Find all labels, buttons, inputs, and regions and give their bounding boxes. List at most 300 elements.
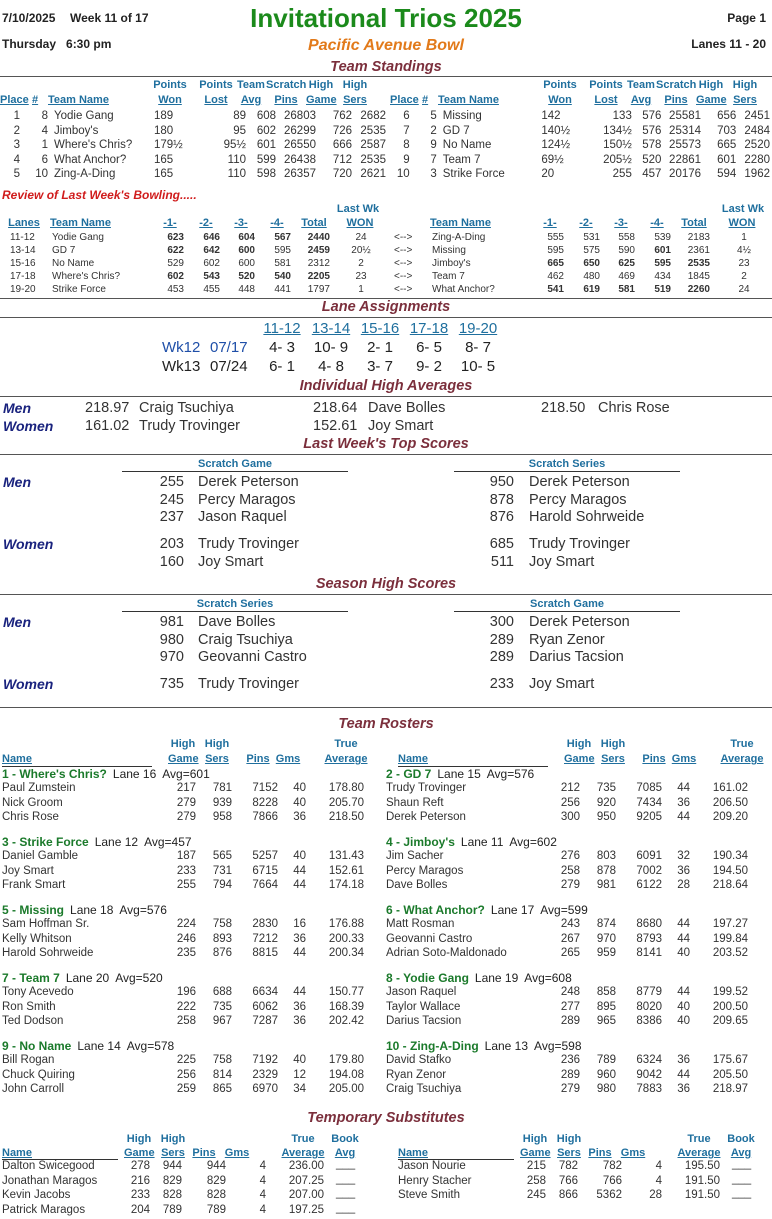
score-value: 511 — [490, 553, 514, 570]
player-stat: 8815 — [252, 947, 278, 959]
standings-cell: 10 — [35, 168, 48, 181]
game-score: 622 — [167, 245, 184, 256]
standings-cell: 2280 — [744, 153, 770, 166]
bowler-name: Derek Peterson — [198, 474, 299, 490]
lane-assignments-grid — [0, 320, 772, 378]
player-stat: 6091 — [636, 850, 662, 862]
col-header: High — [566, 738, 592, 750]
player-stat: 209.65 — [712, 1015, 748, 1027]
standings-cell: 726 — [332, 124, 352, 137]
player-stat: 9205 — [636, 811, 662, 823]
bowler-name: Darius Tacsion — [529, 649, 624, 665]
player-stat: 44 — [677, 918, 690, 930]
col-header: Avg — [730, 1147, 752, 1159]
sub-stat: 28 — [649, 1189, 662, 1201]
player-stat: 36 — [293, 1000, 306, 1013]
player-stat: 289 — [560, 1068, 580, 1081]
player-stat: 197.27 — [712, 918, 748, 930]
player-stat: 688 — [212, 986, 232, 998]
col-header: Sers — [601, 753, 625, 765]
versus-arrow: <--> — [394, 232, 413, 243]
col-header: Game — [520, 1147, 551, 1159]
team-name: Zing-A-Ding — [432, 232, 486, 243]
game-score: 555 — [547, 232, 564, 243]
col-header: -4- — [650, 217, 664, 229]
player-stat: 150.77 — [328, 986, 364, 998]
book-avg-blank: ___ — [336, 1172, 356, 1185]
player-stat: 7212 — [252, 932, 278, 945]
standings-cell: 2587 — [360, 139, 386, 152]
bowler-name: Joy Smart — [198, 553, 264, 570]
col-header: -1- — [543, 217, 557, 229]
col-header: Sers — [557, 1147, 581, 1159]
standings-cell: 8 — [403, 139, 410, 152]
standings-cell: 576 — [642, 124, 662, 137]
sub-stat: 829 — [206, 1174, 226, 1187]
col-header: Sers — [205, 753, 229, 765]
standings-cell: 26299 — [284, 124, 316, 137]
game-score: 604 — [238, 232, 255, 243]
col-header: High — [170, 738, 196, 750]
col-header: High — [698, 79, 724, 91]
standings-row — [0, 167, 386, 182]
lanes-range: Lanes 11 - 20 — [691, 37, 766, 51]
player-stat: 32 — [677, 850, 690, 862]
sub-stat: 4 — [655, 1160, 662, 1172]
standings-cell: 20 — [541, 168, 555, 181]
player-stat: 279 — [560, 1083, 580, 1095]
game-score: 581 — [274, 258, 291, 269]
col-header: -3- — [614, 217, 628, 229]
player-name: Daniel Gamble — [2, 850, 79, 862]
col-header: Team Name — [438, 94, 499, 106]
standings-cell: 165 — [154, 168, 174, 181]
points-won: 4½ — [737, 245, 751, 256]
col-header: Lost — [594, 94, 618, 106]
average-value: 152.61 — [313, 418, 358, 434]
bowler-name: Trudy Trovinger — [529, 536, 630, 552]
versus-arrow: <--> — [394, 245, 413, 256]
score-value: 970 — [159, 649, 184, 665]
points-won: 23 — [355, 271, 367, 282]
sub-stat: 245 — [526, 1189, 546, 1201]
player-stat: 196 — [176, 986, 196, 998]
score-value: 289 — [489, 649, 514, 665]
standings-cell: 601 — [256, 139, 276, 152]
sub-name: Jonathan Maragos — [2, 1174, 98, 1187]
player-stat: 814 — [212, 1068, 232, 1081]
score-value: 950 — [489, 474, 514, 490]
points-won: 23 — [738, 258, 750, 269]
matchup: 6- 5 — [416, 339, 442, 356]
standings-cell: 25581 — [669, 110, 702, 123]
player-stat: 2830 — [252, 918, 278, 930]
game-score: 590 — [618, 245, 635, 256]
col-header: Avg — [240, 94, 262, 106]
player-stat: 28 — [677, 879, 690, 891]
game-score: 595 — [547, 245, 564, 256]
col-header: Average — [677, 1147, 721, 1159]
game-score: 448 — [238, 284, 255, 295]
player-name: Taylor Wallace — [386, 1000, 461, 1013]
player-stat: 40 — [293, 850, 306, 862]
col-header: Sers — [343, 94, 367, 106]
player-name: Matt Rosman — [386, 918, 455, 930]
average-value: 218.97 — [85, 400, 130, 416]
bowler-name: Dave Bolles — [198, 614, 276, 630]
standings-cell: 165 — [154, 153, 174, 166]
score-value: 203 — [159, 536, 184, 552]
player-stat: 735 — [212, 1000, 232, 1013]
player-stat: 235 — [176, 947, 196, 959]
matchup: 9- 2 — [416, 358, 442, 375]
average-value: 218.50 — [541, 400, 586, 416]
standings-cell: 3 — [13, 139, 20, 152]
player-stat: 187 — [176, 850, 196, 862]
sub-stat: 233 — [130, 1189, 150, 1201]
bowler-name: Percy Maragos — [198, 491, 296, 508]
player-stat: 958 — [212, 811, 232, 823]
day-time: Thursday 6:30 pm — [2, 37, 112, 51]
standings-cell: 133 — [612, 110, 632, 123]
col-header: True — [730, 738, 754, 750]
sub-stat: 766 — [602, 1174, 622, 1187]
standings-cell: 2520 — [744, 139, 770, 152]
matchup: 4- 3 — [269, 339, 295, 356]
col-header: Won — [548, 94, 572, 106]
col-header: High — [600, 738, 626, 750]
col-header: -4- — [270, 217, 284, 229]
game-score: 2260 — [687, 284, 710, 295]
standings-cell: 179½ — [154, 139, 183, 152]
col-header: Gms — [671, 753, 697, 765]
bowler-name: Dave Bolles — [368, 400, 446, 416]
player-stat: 265 — [560, 947, 580, 959]
player-name: Craig Tsuchiya — [386, 1083, 462, 1095]
team-name: What Anchor? — [432, 284, 495, 295]
player-name: Bill Rogan — [2, 1054, 55, 1066]
player-stat: 34 — [293, 1083, 306, 1095]
player-stat: 44 — [293, 947, 306, 959]
standings-cell: 26438 — [284, 153, 316, 166]
player-stat: 248 — [560, 986, 580, 998]
game-score: 520 — [238, 271, 255, 282]
matchup: 8- 7 — [465, 339, 491, 356]
men-label: Men — [3, 614, 31, 630]
col-header: Points — [589, 79, 623, 91]
player-stat: 8680 — [636, 918, 662, 930]
player-name: Jim Sacher — [386, 850, 444, 862]
player-stat: 981 — [596, 879, 616, 891]
col-header: Team Name — [50, 217, 111, 229]
standings-cell: 3 — [430, 168, 437, 181]
player-name: Kelly Whitson — [2, 932, 72, 945]
standings-title: Team Standings — [330, 59, 442, 75]
score-value: 160 — [159, 553, 184, 570]
player-stat: 7085 — [636, 782, 662, 794]
versus-arrow: <--> — [394, 271, 413, 282]
player-stat: 40 — [677, 947, 690, 959]
player-stat: 5257 — [252, 850, 278, 862]
team-name: Missing — [432, 245, 466, 256]
sub-stat: 207.00 — [288, 1189, 324, 1201]
player-stat: 212 — [560, 782, 580, 794]
col-header: High — [556, 1133, 582, 1145]
col-header: Pins — [274, 94, 298, 106]
player-stat: 40 — [293, 782, 306, 794]
col-header: # — [422, 94, 429, 106]
matchup: 6- 1 — [269, 358, 295, 375]
standings-row — [390, 138, 770, 153]
standings-cell: 9 — [430, 139, 437, 152]
game-score: 602 — [167, 271, 184, 282]
game-score: 558 — [618, 232, 635, 243]
player-stat: 258 — [176, 1015, 196, 1027]
team-label: 1 - Where's Chris? — [2, 767, 107, 781]
player-name: Shaun Reft — [386, 796, 444, 809]
standings-cell: 598 — [256, 168, 276, 181]
col-header: Points — [543, 79, 577, 91]
team-name: Yodie Gang — [52, 232, 104, 243]
standings-cell: 1 — [13, 110, 20, 123]
col-header: Game — [696, 94, 727, 106]
col-header: Book — [727, 1133, 755, 1145]
game-score: 2459 — [307, 245, 330, 256]
score-value: 685 — [489, 536, 514, 552]
standings-row — [390, 124, 770, 139]
player-stat: 8020 — [636, 1000, 662, 1013]
col-header: Last Wk — [721, 203, 765, 215]
points-won: 24 — [355, 232, 367, 243]
player-stat: 233 — [176, 864, 196, 877]
player-name: Nick Groom — [2, 796, 63, 809]
col-header: Gms — [224, 1147, 250, 1159]
standings-cell: What Anchor? — [54, 153, 127, 166]
player-stat: 36 — [677, 1054, 690, 1066]
standings-cell: Yodie Gang — [54, 110, 114, 123]
team-label: 8 - Yodie Gang — [386, 971, 469, 985]
score-value: 735 — [159, 676, 184, 692]
player-stat: 36 — [293, 932, 306, 945]
sub-stat: 278 — [130, 1160, 150, 1172]
game-score: 2440 — [307, 232, 330, 243]
standings-row — [0, 109, 386, 124]
game-score: 625 — [618, 258, 635, 269]
team-name: Where's Chris? — [52, 271, 121, 282]
player-stat: 939 — [212, 796, 232, 809]
standings-cell: 2535 — [360, 153, 386, 166]
sub-stat: 782 — [602, 1160, 622, 1172]
player-stat: 6634 — [252, 986, 278, 998]
standings-cell: 1 — [41, 139, 48, 152]
player-stat: 279 — [560, 879, 580, 891]
men-label: Men — [3, 400, 31, 416]
women-label: Women — [3, 536, 54, 552]
standings-table — [0, 109, 386, 182]
player-stat: 161.02 — [712, 782, 748, 794]
men-label: Men — [3, 474, 31, 490]
team-info: Lane 13 Avg=598 — [484, 1039, 582, 1053]
player-stat: 243 — [560, 918, 580, 930]
team-label: 7 - Team 7 — [2, 971, 60, 985]
col-header: Scratch — [266, 79, 307, 91]
player-stat: 6122 — [636, 879, 662, 891]
standings-cell: 6 — [403, 110, 410, 123]
season-high-title: Season High Scores — [315, 576, 457, 592]
player-stat: 218.50 — [328, 811, 364, 823]
player-stat: 794 — [212, 879, 232, 891]
player-name: Tony Acevedo — [2, 986, 74, 998]
standings-cell: 255 — [612, 168, 632, 181]
average-value: 161.02 — [85, 418, 130, 434]
player-stat: 255 — [176, 879, 196, 891]
book-avg-blank: ___ — [732, 1187, 752, 1199]
player-name: Geovanni Castro — [386, 932, 473, 945]
col-header: High — [160, 1133, 186, 1145]
points-won: 2 — [358, 258, 364, 269]
score-value: 237 — [159, 509, 184, 525]
player-stat: 7866 — [252, 811, 278, 823]
player-stat: 803 — [596, 850, 616, 862]
game-score: 1797 — [307, 284, 330, 295]
col-header: Scratch — [656, 79, 697, 91]
player-name: Adrian Soto-Maldonado — [386, 947, 507, 959]
player-name: Trudy Trovinger — [386, 782, 467, 794]
matchup: 10- 9 — [313, 339, 349, 356]
standings-cell: 703 — [717, 124, 737, 137]
player-name: Harold Sohrweide — [2, 947, 94, 959]
game-score: 462 — [547, 271, 564, 282]
col-header: Team Name — [430, 217, 491, 229]
col-header: Avg — [334, 1147, 356, 1159]
player-stat: 865 — [212, 1083, 232, 1095]
team-label: 3 - Strike Force — [2, 835, 89, 849]
points-won: 1 — [358, 284, 364, 295]
game-score: 453 — [167, 284, 184, 295]
team-label: 6 - What Anchor? — [386, 903, 485, 917]
player-stat: 205.00 — [328, 1083, 364, 1095]
sub-stat: 4 — [259, 1174, 266, 1187]
team-name: Strike Force — [52, 284, 106, 295]
player-name: Derek Peterson — [386, 811, 466, 823]
player-name: Frank Smart — [2, 879, 66, 891]
week-label: Wk13 — [162, 358, 201, 375]
player-stat: 236 — [560, 1054, 580, 1066]
standings-cell: Zing-A-Ding — [54, 168, 116, 181]
bowler-name: Derek Peterson — [529, 474, 630, 490]
game-score: 595 — [654, 258, 671, 269]
standings-cell: 205½ — [603, 153, 632, 166]
team-info: Lane 15 Avg=576 — [437, 767, 535, 781]
matchup: 3- 7 — [367, 358, 393, 375]
player-stat: 256 — [560, 796, 580, 809]
team-info: Lane 12 Avg=457 — [94, 835, 192, 849]
game-score: 623 — [167, 232, 184, 243]
team-info: Lane 18 Avg=576 — [70, 903, 167, 917]
team-label: 4 - Jimboy's — [386, 835, 455, 849]
player-stat: 267 — [560, 932, 580, 945]
sub-stat: 191.50 — [684, 1174, 720, 1187]
report-week: Week 11 of 17 — [70, 11, 149, 25]
player-name: Jason Raquel — [386, 986, 457, 998]
sub-stat: 207.25 — [288, 1174, 324, 1187]
sub-stat: 828 — [162, 1189, 182, 1201]
player-stat: 6715 — [252, 864, 278, 877]
col-header: Won — [158, 94, 182, 106]
game-score: 650 — [583, 258, 600, 269]
lane-pair: 11-12 — [10, 232, 35, 243]
subs-title: Temporary Substitutes — [307, 1110, 465, 1126]
game-score: 619 — [583, 284, 600, 295]
player-stat: 205.70 — [328, 796, 364, 809]
standings-cell: Missing — [442, 110, 482, 123]
col-header: WON — [346, 217, 374, 229]
standings-cell: 762 — [332, 110, 352, 123]
standings-cell: 89 — [233, 110, 246, 123]
col-header: Book — [331, 1133, 359, 1145]
player-stat: 965 — [596, 1015, 616, 1027]
standings-cell: 2 — [13, 124, 20, 137]
standings-cell: 457 — [642, 168, 662, 181]
player-stat: 300 — [560, 811, 580, 823]
game-score: 519 — [654, 284, 671, 295]
col-header: Team — [627, 79, 655, 91]
player-stat: 7434 — [636, 796, 662, 809]
col-header: WON — [728, 217, 756, 229]
standings-cell: 2451 — [744, 110, 770, 123]
book-avg-blank: ___ — [336, 1187, 356, 1199]
game-score: 480 — [583, 271, 600, 282]
standings-cell: 150½ — [603, 139, 632, 152]
team-name: GD 7 — [52, 245, 76, 256]
lane-pair: 13-14 — [10, 245, 36, 256]
team-label: 2 - GD 7 — [386, 767, 432, 781]
matchup: 4- 8 — [318, 358, 344, 375]
versus-arrow: <--> — [394, 258, 413, 269]
player-stat: 36 — [677, 796, 690, 809]
bowler-name: Harold Sohrweide — [529, 509, 645, 525]
player-stat: 205.50 — [712, 1068, 748, 1081]
col-header: # — [32, 94, 39, 106]
col-header: -1- — [163, 217, 177, 229]
game-score: 1845 — [687, 271, 710, 282]
player-stat: 206.50 — [712, 796, 748, 809]
versus-arrow: <--> — [394, 284, 413, 295]
game-score: 434 — [654, 271, 671, 282]
col-header: Lost — [204, 94, 228, 106]
season-game-header: Scratch Game — [530, 598, 604, 610]
player-stat: 44 — [293, 864, 306, 877]
lane-pair: 15-16 — [10, 258, 36, 269]
player-stat: 44 — [677, 811, 690, 823]
player-stat: 190.34 — [712, 850, 748, 862]
bowler-name: Craig Tsuchiya — [198, 631, 293, 648]
sub-stat: 829 — [162, 1174, 182, 1187]
sub-stat: 4 — [655, 1174, 662, 1187]
points-won: 20½ — [351, 245, 371, 256]
standings-cell: 5 — [430, 110, 437, 123]
women-label: Women — [3, 418, 54, 434]
col-header: Name — [398, 753, 428, 765]
top-game-header: Scratch Game — [198, 458, 272, 470]
player-stat: 970 — [596, 932, 616, 945]
sub-name: Kevin Jacobs — [2, 1189, 71, 1201]
player-stat: 781 — [212, 782, 232, 794]
player-stat: 7664 — [252, 879, 278, 891]
player-stat: 8386 — [636, 1015, 662, 1027]
player-name: Paul Zumstein — [2, 782, 76, 794]
sub-stat: 766 — [558, 1174, 578, 1187]
